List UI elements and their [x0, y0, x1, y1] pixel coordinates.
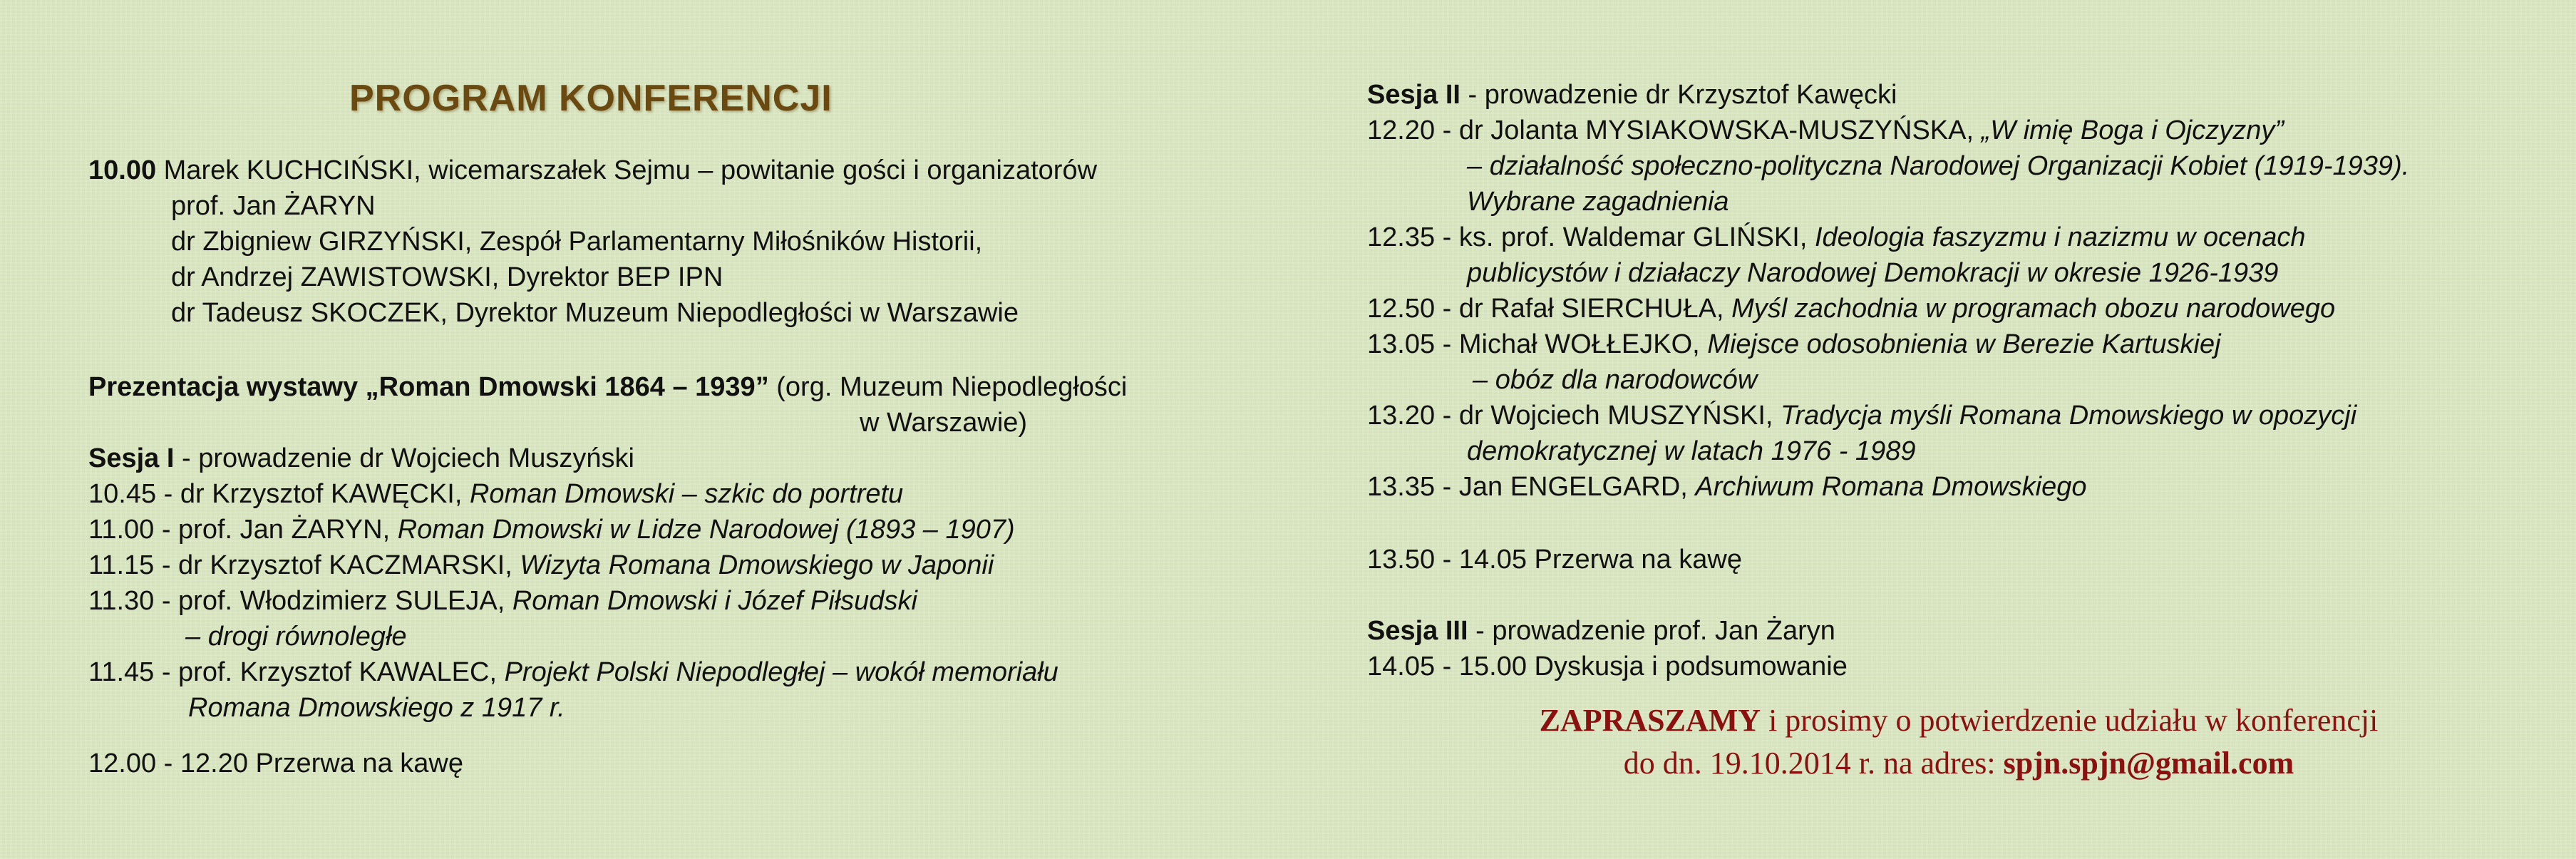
item-title: Miejsce odosobnienia w Berezie Kartuskiej: [1707, 329, 2221, 359]
invitation-text: i prosimy o potwierdzenie udziału w konferencji: [1761, 703, 2379, 738]
item-title: Myśl zachodnia w programach obozu narodowego: [1731, 294, 2336, 324]
session1-item-1: [88, 478, 903, 510]
session2-item-2-cont: publicystów i działaczy Narodowej Demokracji w okresie 1926-1939: [1467, 258, 2279, 288]
item-title: Roman Dmowski w Lidze Narodowej (1893 – 1907): [397, 515, 1015, 545]
opening-line-1: [88, 154, 1097, 187]
session2-break: 13.50 - 14.05 Przerwa na kawę: [1367, 545, 1742, 575]
session3-label: Sesja III: [1367, 616, 1468, 646]
contact-email[interactable]: spjn.spjn@gmail.com: [2003, 746, 2294, 781]
item-speaker: 12.35 - ks. prof. Waldemar GLIŃSKI,: [1367, 222, 1815, 252]
opening-line-4: dr Andrzej ZAWISTOWSKI, Dyrektor BEP IPN: [171, 262, 723, 292]
item-title: Archiwum Romana Dmowskiego: [1695, 472, 2087, 502]
deadline-text: do dn. 19.10.2014 r. na adres:: [1623, 746, 2004, 781]
session1-item-4-cont: – drogi równoległe: [185, 622, 407, 652]
invitation-line-2: [1367, 745, 2550, 781]
session2-label: Sesja II: [1367, 80, 1460, 110]
item-speaker: 13.20 - dr Wojciech MUSZYŃSKI,: [1367, 401, 1781, 431]
session2-item-4-cont: – obóz dla narodowców: [1473, 365, 1758, 395]
session2-item-1: [1367, 114, 2284, 147]
session2-header: [1367, 78, 1897, 111]
invitation-word: ZAPRASZAMY: [1539, 703, 1761, 738]
item-title: Wizyta Romana Dmowskiego w Japonii: [520, 550, 994, 580]
session1-item-4: [88, 585, 917, 617]
session1-break: 12.00 - 12.20 Przerwa na kawę: [88, 749, 463, 778]
session1-header: [88, 442, 634, 475]
session2-item-1-cont-2: Wybrane zagadnienia: [1467, 187, 1729, 217]
session1-item-5-cont: Romana Dmowskiego z 1917 r.: [188, 693, 565, 723]
item-speaker: 11.30 - prof. Włodzimierz SULEJA,: [88, 586, 512, 616]
item-speaker: 11.15 - dr Krzysztof KACZMARSKI,: [88, 550, 520, 580]
item-speaker: 13.35 - Jan ENGELGARD,: [1367, 472, 1696, 502]
session2-item-5: [1367, 399, 2356, 432]
session1-item-5: [88, 656, 1058, 689]
invitation-line-1: [1367, 702, 2550, 739]
session3-header: [1367, 614, 1835, 647]
exhibition-line: [88, 371, 1127, 403]
opening-line-2: prof. Jan ŻARYN: [171, 191, 376, 221]
session2-chair: - prowadzenie dr Krzysztof Kawęcki: [1460, 80, 1897, 110]
exhibition-title: Prezentacja wystawy „Roman Dmowski 1864 – 1939”: [88, 372, 769, 402]
page-title: PROGRAM KONFERENCJI: [349, 78, 833, 119]
opening-line-5: dr Tadeusz SKOCZEK, Dyrektor Muzeum Niepodległości w Warszawie: [171, 298, 1019, 328]
item-title: Roman Dmowski i Józef Piłsudski: [512, 586, 917, 616]
item-speaker: 12.50 - dr Rafał SIERCHUŁA,: [1367, 294, 1732, 324]
exhibition-org-cont: w Warszawie): [860, 408, 1028, 438]
session2-item-3: [1367, 292, 2335, 325]
session2-item-1-cont-1: – działalność społeczno-polityczna Narodowej Organizacji Kobiet (1919-1939).: [1467, 151, 2410, 181]
session1-item-3: [88, 549, 994, 582]
item-title: Roman Dmowski – szkic do portretu: [469, 479, 904, 509]
opening-time: 10.00: [88, 155, 157, 185]
item-title: Ideologia faszyzmu i nazizmu w ocenach: [1814, 222, 2306, 252]
session2-item-4: [1367, 328, 2221, 361]
session2-item-6: [1367, 470, 2087, 503]
item-speaker: 10.45 - dr Krzysztof KAWĘCKI,: [88, 479, 470, 509]
item-title: Tradycja myśli Romana Dmowskiego w opozycji: [1781, 401, 2357, 431]
session1-item-2: [88, 513, 1015, 546]
item-speaker: 13.05 - Michał WOŁŁEJKO,: [1367, 329, 1708, 359]
item-speaker: 11.00 - prof. Jan ŻARYN,: [88, 515, 398, 545]
session3-chair: - prowadzenie prof. Jan Żaryn: [1468, 616, 1835, 646]
item-title: Projekt Polski Niepodległej – wokół memoriału: [504, 657, 1058, 687]
session1-label: Sesja I: [88, 443, 175, 473]
session3-item: 14.05 - 15.00 Dyskusja i podsumowanie: [1367, 652, 1848, 681]
item-speaker: 11.45 - prof. Krzysztof KAWALEC,: [88, 657, 505, 687]
opening-line-3: dr Zbigniew GIRZYŃSKI, Zespół Parlamentarny Miłośników Historii,: [171, 227, 983, 257]
session1-chair: - prowadzenie dr Wojciech Muszyński: [174, 443, 634, 473]
item-speaker: 12.20 - dr Jolanta MYSIAKOWSKA-MUSZYŃSKA,: [1367, 115, 1982, 145]
session2-item-5-cont: demokratycznej w latach 1976 - 1989: [1467, 436, 1916, 466]
item-title: „W imię Boga i Ojczyzny”: [1981, 115, 2284, 145]
session2-item-2: [1367, 221, 2306, 254]
exhibition-org: (org. Muzeum Niepodległości: [768, 372, 1128, 402]
opening-speaker: Marek KUCHCIŃSKI, wicemarszałek Sejmu – powitanie gości i organizatorów: [163, 155, 1098, 185]
